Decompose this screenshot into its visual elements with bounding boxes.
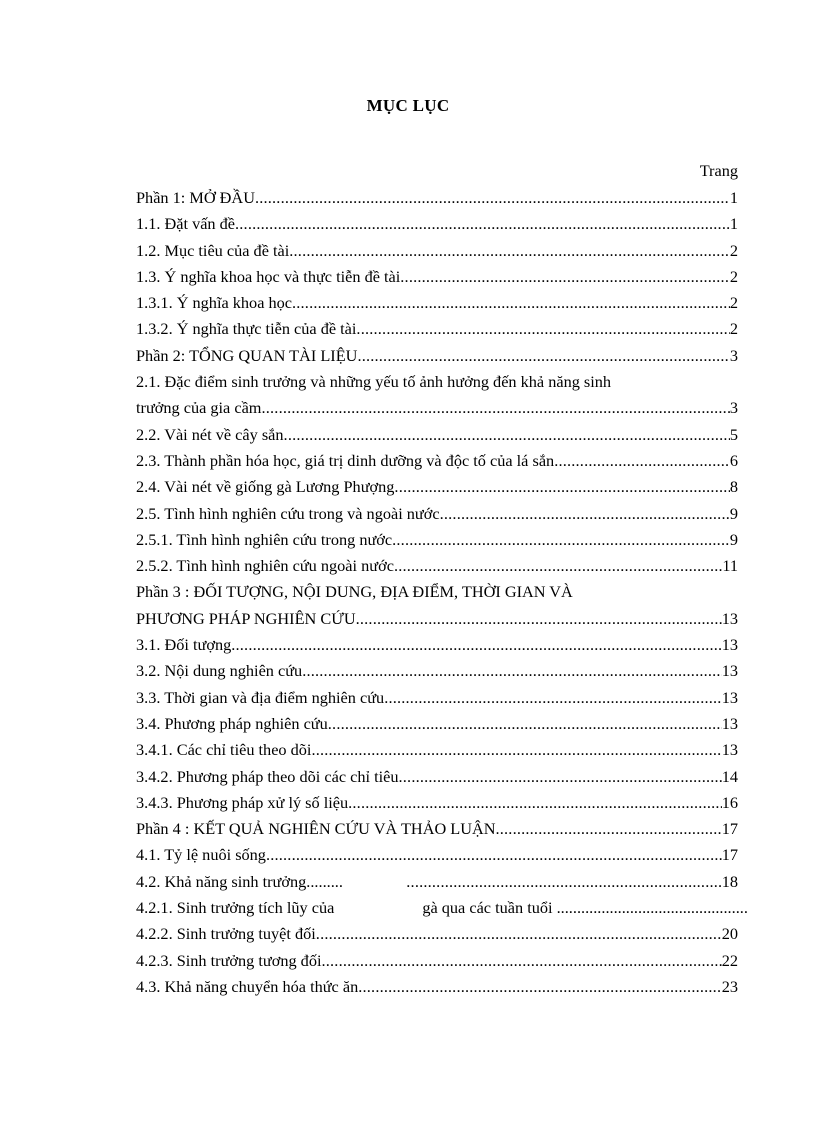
toc-entry-label: Phần 4 : KẾT QUẢ NGHIÊN CỨU VÀ THẢO LUẬN <box>136 819 496 839</box>
dot-leader <box>400 264 730 290</box>
toc-entry-page: 1 <box>729 214 738 234</box>
dot-leader <box>311 737 721 763</box>
toc-entry-page: 1 <box>729 188 738 207</box>
toc-entry-label: 3.4. Phương pháp nghiên cứu <box>136 713 328 733</box>
toc-entry-page: 2 <box>729 319 738 339</box>
toc-entry-page: 22 <box>721 950 738 970</box>
toc-entry-label: 4.1. Tỷ lệ nuôi sống <box>136 845 266 865</box>
toc-entry-page: 16 <box>721 792 738 812</box>
dot-leader <box>358 974 721 1000</box>
dot-leader <box>231 632 721 658</box>
toc-entry-page: 14 <box>721 766 738 786</box>
toc-entry <box>136 816 738 842</box>
toc-entry-page: 13 <box>721 635 738 655</box>
toc-entry <box>136 290 738 316</box>
toc-entry-label: 2.4. Vài nét về giống gà Lương Phượng <box>136 477 395 497</box>
toc-entry-label: 1.2. Mục tiêu của đề tài <box>136 240 290 260</box>
toc-entry <box>136 422 738 448</box>
dot-leader <box>289 238 730 264</box>
toc-entry-label-cont: PHƯƠNG PHÁP NGHIÊN CỨU <box>136 608 356 628</box>
toc-entry-label: 4.2.1. Sinh trưởng tích lũy của <box>136 898 335 918</box>
toc-entry-first-line <box>136 579 738 605</box>
dot-leader <box>235 211 730 237</box>
dot-leader <box>496 816 722 842</box>
page-column-header: Trang <box>699 161 738 180</box>
toc-entry-label: 2.5.1. Tình hình nghiên cứu trong nước <box>136 529 393 549</box>
toc-entry-label: 3.1. Đối tượng <box>136 635 232 655</box>
toc-entry-label: 2.5. Tình hình nghiên cứu trong và ngoài nước <box>136 503 440 523</box>
toc-entry-page: 3 <box>729 398 738 418</box>
dot-leader <box>399 764 722 790</box>
dot-leader <box>384 685 722 711</box>
toc-entry <box>136 948 738 974</box>
toc-entry-label-cont: trưởng của gia cầm <box>136 398 262 418</box>
toc-entry-label: 3.4.2. Phương pháp theo dõi các chỉ tiêu <box>136 766 399 786</box>
toc-entry <box>136 185 738 211</box>
dot-leader <box>328 711 722 737</box>
toc-entry <box>136 527 738 553</box>
toc-entry-page: 13 <box>721 608 738 628</box>
toc-entry-label: 2.1. Đặc điểm sinh trưởng và những yếu tố ảnh hưởng đến khả năng sinh <box>136 372 612 392</box>
toc-entry-page: 23 <box>721 976 738 996</box>
dot-leader <box>394 474 729 500</box>
page-title: MỤC LỤC <box>366 96 450 115</box>
toc-entry-label: Phần 1: MỞ ĐẦU <box>136 188 255 207</box>
toc-entry <box>136 474 738 500</box>
toc-entry-label: 1.3.1. Ý nghĩa khoa học <box>136 293 292 313</box>
dot-leader <box>554 448 730 474</box>
toc-entry-label: 4.2.2. Sinh trưởng tuyệt đối <box>136 924 316 944</box>
toc-entry <box>136 264 738 290</box>
toc-entry <box>136 790 738 816</box>
toc-entry-page: 13 <box>721 687 738 707</box>
toc-entry: 4.2. Khả năng sinh trưởng ......... ..... 18 <box>136 869 738 895</box>
toc-entry-page: 5 <box>729 424 738 444</box>
toc-entry-page: 17 <box>721 845 738 865</box>
toc-entry <box>136 238 738 264</box>
toc-entry-page: 9 <box>729 503 738 523</box>
toc-entry <box>136 974 738 1000</box>
toc-entry-page: 20 <box>721 924 738 944</box>
toc-entry <box>136 343 738 369</box>
toc-entry-label: 1.3. Ý nghĩa khoa học và thực tiễn đề tài <box>136 266 401 286</box>
toc-entry-overflowing <box>136 895 816 921</box>
toc-entry-page: 2 <box>729 266 738 286</box>
toc-entry-first-line <box>136 369 738 395</box>
toc-entry-label: 2.3. Thành phần hóa học, giá trị dinh dưỡng và độc tố của lá sắn <box>136 450 555 470</box>
toc-entry-label: 3.4.1. Các chỉ tiêu theo dõi <box>136 740 312 760</box>
toc-entry-label: Phần 3 : ĐỐI TƯỢNG, NỘI DUNG, ĐỊA ĐIỂM, THỜI GIAN VÀ <box>136 582 573 602</box>
toc-entry-label: 4.2.3. Sinh trưởng tương đối <box>136 950 322 970</box>
toc-entry <box>136 764 738 790</box>
toc-entry <box>136 632 738 658</box>
toc-entry <box>136 737 738 763</box>
dot-leader <box>394 553 722 579</box>
toc-entry <box>136 316 738 342</box>
dot-leader <box>440 501 730 527</box>
toc-entry <box>136 501 738 527</box>
dot-leader <box>348 790 722 816</box>
toc-entry-label-part2: gà qua các tuần tuổi <box>422 898 557 918</box>
dot-leader <box>321 948 721 974</box>
toc-entry-label: 3.2. Nội dung nghiên cứu <box>136 661 303 681</box>
dot-leader <box>292 290 730 316</box>
toc-entry-label: 3.3. Thời gian và địa điểm nghiên cứu <box>136 687 385 707</box>
dot-leader <box>261 395 729 421</box>
toc-entry-page: 17 <box>721 819 738 839</box>
toc-entry-label: 4.3. Khả năng chuyển hóa thức ăn <box>136 976 359 996</box>
toc-entry <box>136 553 738 579</box>
toc-entry-page: 13 <box>721 661 738 681</box>
toc-entry <box>136 658 738 684</box>
toc-entry-label: 2.2. Vài nét về cây sắn <box>136 424 284 444</box>
dot-leader <box>356 316 729 342</box>
table-of-contents <box>136 185 748 1000</box>
toc-entry-continuation <box>136 395 738 421</box>
toc-entry-label: 1.3.2. Ý nghĩa thực tiễn của đề tài <box>136 319 357 339</box>
toc-entry <box>136 685 738 711</box>
toc-entry-continuation <box>136 606 738 632</box>
dot-leader <box>316 921 722 947</box>
dot-leader <box>392 527 730 553</box>
toc-entry <box>136 448 738 474</box>
toc-entry-label: 3.4.3. Phương pháp xử lý số liệu <box>136 792 349 812</box>
dot-leader <box>357 343 729 369</box>
toc-entry-page: 18 <box>721 871 738 891</box>
toc-entry-page: 13 <box>721 713 738 733</box>
toc-entry-page: 2 <box>729 293 738 313</box>
dot-leader: ............................................... <box>556 898 748 918</box>
toc-entry-page: 2 <box>729 240 738 260</box>
toc-entry-page: 3 <box>729 345 738 365</box>
dot-leader <box>284 422 730 448</box>
toc-entry-label: 2.5.2. Tình hình nghiên cứu ngoài nước <box>136 556 394 576</box>
toc-entry-label: Phần 2: TỔNG QUAN TÀI LIỆU <box>136 345 358 365</box>
dot-leader <box>302 658 722 684</box>
toc-entry-page: 13 <box>721 740 738 760</box>
toc-entry <box>136 842 738 868</box>
dot-leader <box>266 842 722 868</box>
toc-entry-label: 1.1. Đặt vấn đề <box>136 214 236 234</box>
toc-entry-page: 9 <box>729 529 738 549</box>
toc-entry <box>136 921 738 947</box>
toc-entry <box>136 711 738 737</box>
dot-leader <box>255 185 730 211</box>
dot-leader <box>406 869 721 895</box>
toc-entry-page: 11 <box>722 556 738 576</box>
dot-leader <box>356 606 722 632</box>
toc-entry-page: 6 <box>729 450 738 470</box>
toc-entry <box>136 211 738 237</box>
toc-entry-label: 4.2. Khả năng sinh trưởng <box>136 871 307 891</box>
toc-entry-page: 8 <box>729 477 738 497</box>
